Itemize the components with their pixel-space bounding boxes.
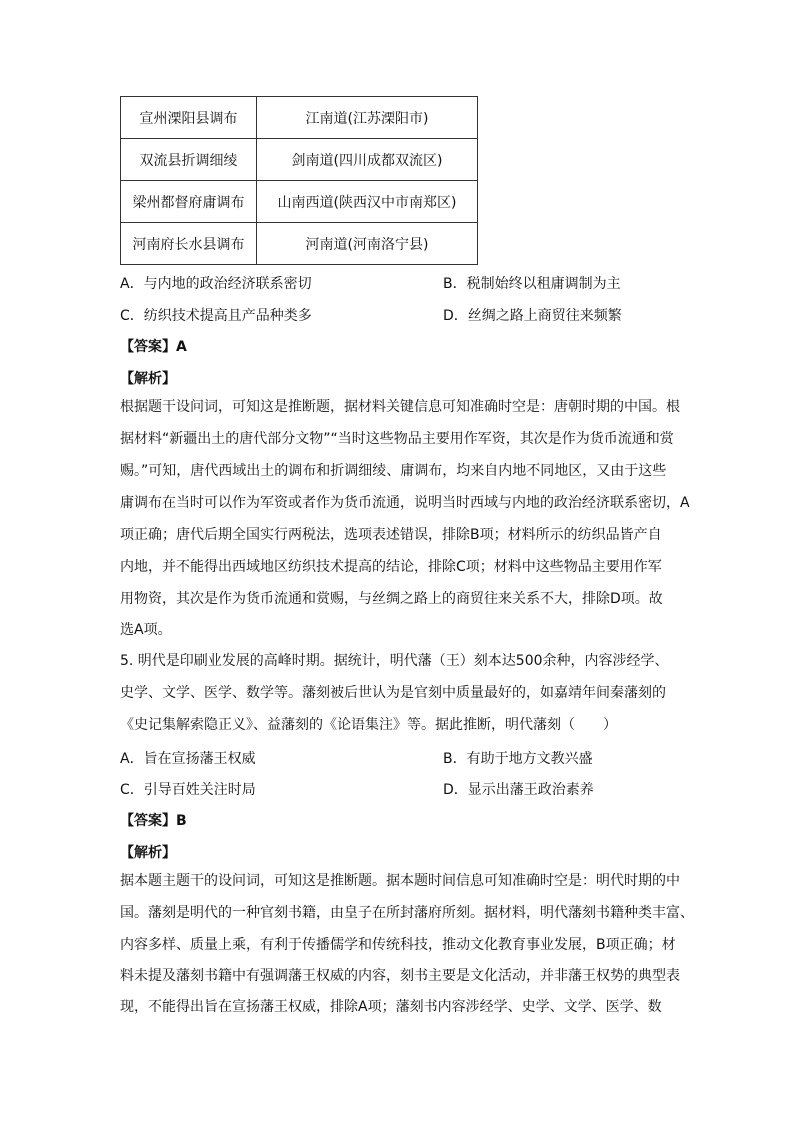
table-row (121, 97, 478, 139)
table-cell-place: 河南道(河南洛宁县) (257, 223, 478, 265)
table-cell-place: 山南西道(陕西汉中市南郑区) (257, 181, 478, 223)
q4-option-d: D．丝绸之路上商贸往来频繁 (443, 308, 622, 324)
q4-analysis-line: 庸调布在当时可以作为军资或者作为货币流通，说明当时西域与内地的政治经济联系密切，A (120, 495, 690, 511)
q5-analysis-line: 内容多样、质量上乘，有利于传播儒学和传统科技，推动文化教育事业发展，B项正确；材 (120, 937, 676, 953)
q4-option-b: B．税制始终以租庸调制为主 (443, 276, 621, 292)
q4-analysis-line: 内地，并不能得出西域地区纺织技术提高的结论，排除C项；材料中这些物品主要用作军 (120, 559, 662, 575)
q5-option-d: D．显示出藩王政治素养 (443, 782, 594, 798)
q5-stem-line: 《史记集解索隐正义》、益藩刻的《论语集注》等。据此推断，明代藩刻（ ） (120, 717, 617, 733)
q5-analysis-label: 【解析】 (120, 845, 176, 861)
q4-analysis-line: 项正确；唐代后期全国实行两税法，选项表述错误，排除B项；材料所示的纺织品皆产自 (120, 527, 662, 543)
q5-analysis-line: 国。藩刻是明代的一种官刻书籍，由皇子在所封藩府所刻。据材料，明代藩刻书籍种类丰富、 (120, 905, 694, 921)
q5-analysis-line: 据本题主题干的设问词，可知这是推断题。据本题时间信息可知准确时空是：明代时期的中 (120, 873, 680, 889)
table-cell-item: 宣州溧阳县调布 (121, 97, 257, 139)
q5-answer: 【答案】B (120, 813, 187, 829)
q4-analysis-line: 选A项。 (120, 622, 172, 638)
q5-analysis-line: 现，不能得出旨在宣扬藩王权威，排除A项；藩刻书内容涉经学、史学、文学、医学、数 (120, 999, 662, 1015)
artifact-origin-table (120, 96, 478, 265)
table-cell-place: 江南道(江苏溧阳市) (257, 97, 478, 139)
table-row (121, 223, 478, 265)
q5-option-b: B．有助于地方文教兴盛 (443, 751, 593, 767)
table-cell-place: 剑南道(四川成都双流区) (257, 139, 478, 181)
q4-analysis-line: 据材料“新疆出土的唐代部分文物”“当时这些物品主要用作军资，其次是作为货币流通和赏 (120, 431, 674, 447)
q4-analysis-line: 根据题干设问词，可知这是推断题，据材料关键信息可知准确时空是：唐朝时期的中国。根 (120, 399, 680, 415)
table-cell-item: 双流县折调细绫 (121, 139, 257, 181)
q4-answer: 【答案】A (120, 339, 187, 355)
q4-option-c: C．纺织技术提高且产品种类多 (120, 308, 312, 324)
q4-analysis-line: 赐。”可知，唐代西域出土的调布和折调细绫、庸调布，均来自内地不同地区，又由于这些 (120, 463, 667, 479)
q5-analysis-line: 料未提及藩刻书籍中有强调藩王权威的内容，刻书主要是文化活动，并非藩王权势的典型表 (120, 968, 680, 984)
table-cell-item: 梁州都督府庸调布 (121, 181, 257, 223)
table-row (121, 139, 478, 181)
q5-option-a: A．旨在宣扬藩王权威 (120, 751, 256, 767)
q4-analysis-label: 【解析】 (120, 371, 176, 387)
table-cell-item: 河南府长水县调布 (121, 223, 257, 265)
q5-stem-line: 5. 明代是印刷业发展的高峰时期。据统计，明代藩（王）刻本达500余种，内容涉经学、 (120, 653, 669, 669)
q4-option-a: A．与内地的政治经济联系密切 (120, 276, 312, 292)
q5-stem-line: 史学、文学、医学、数学等。藩刻被后世认为是官刻中质量最好的，如嘉靖年间秦藩刻的 (120, 685, 666, 701)
q4-analysis-line: 用物资，其次是作为货币流通和赏赐，与丝绸之路上的商贸往来关系不大，排除D项。故 (120, 591, 663, 607)
table-row (121, 181, 478, 223)
q5-option-c: C．引导百姓关注时局 (120, 782, 256, 798)
